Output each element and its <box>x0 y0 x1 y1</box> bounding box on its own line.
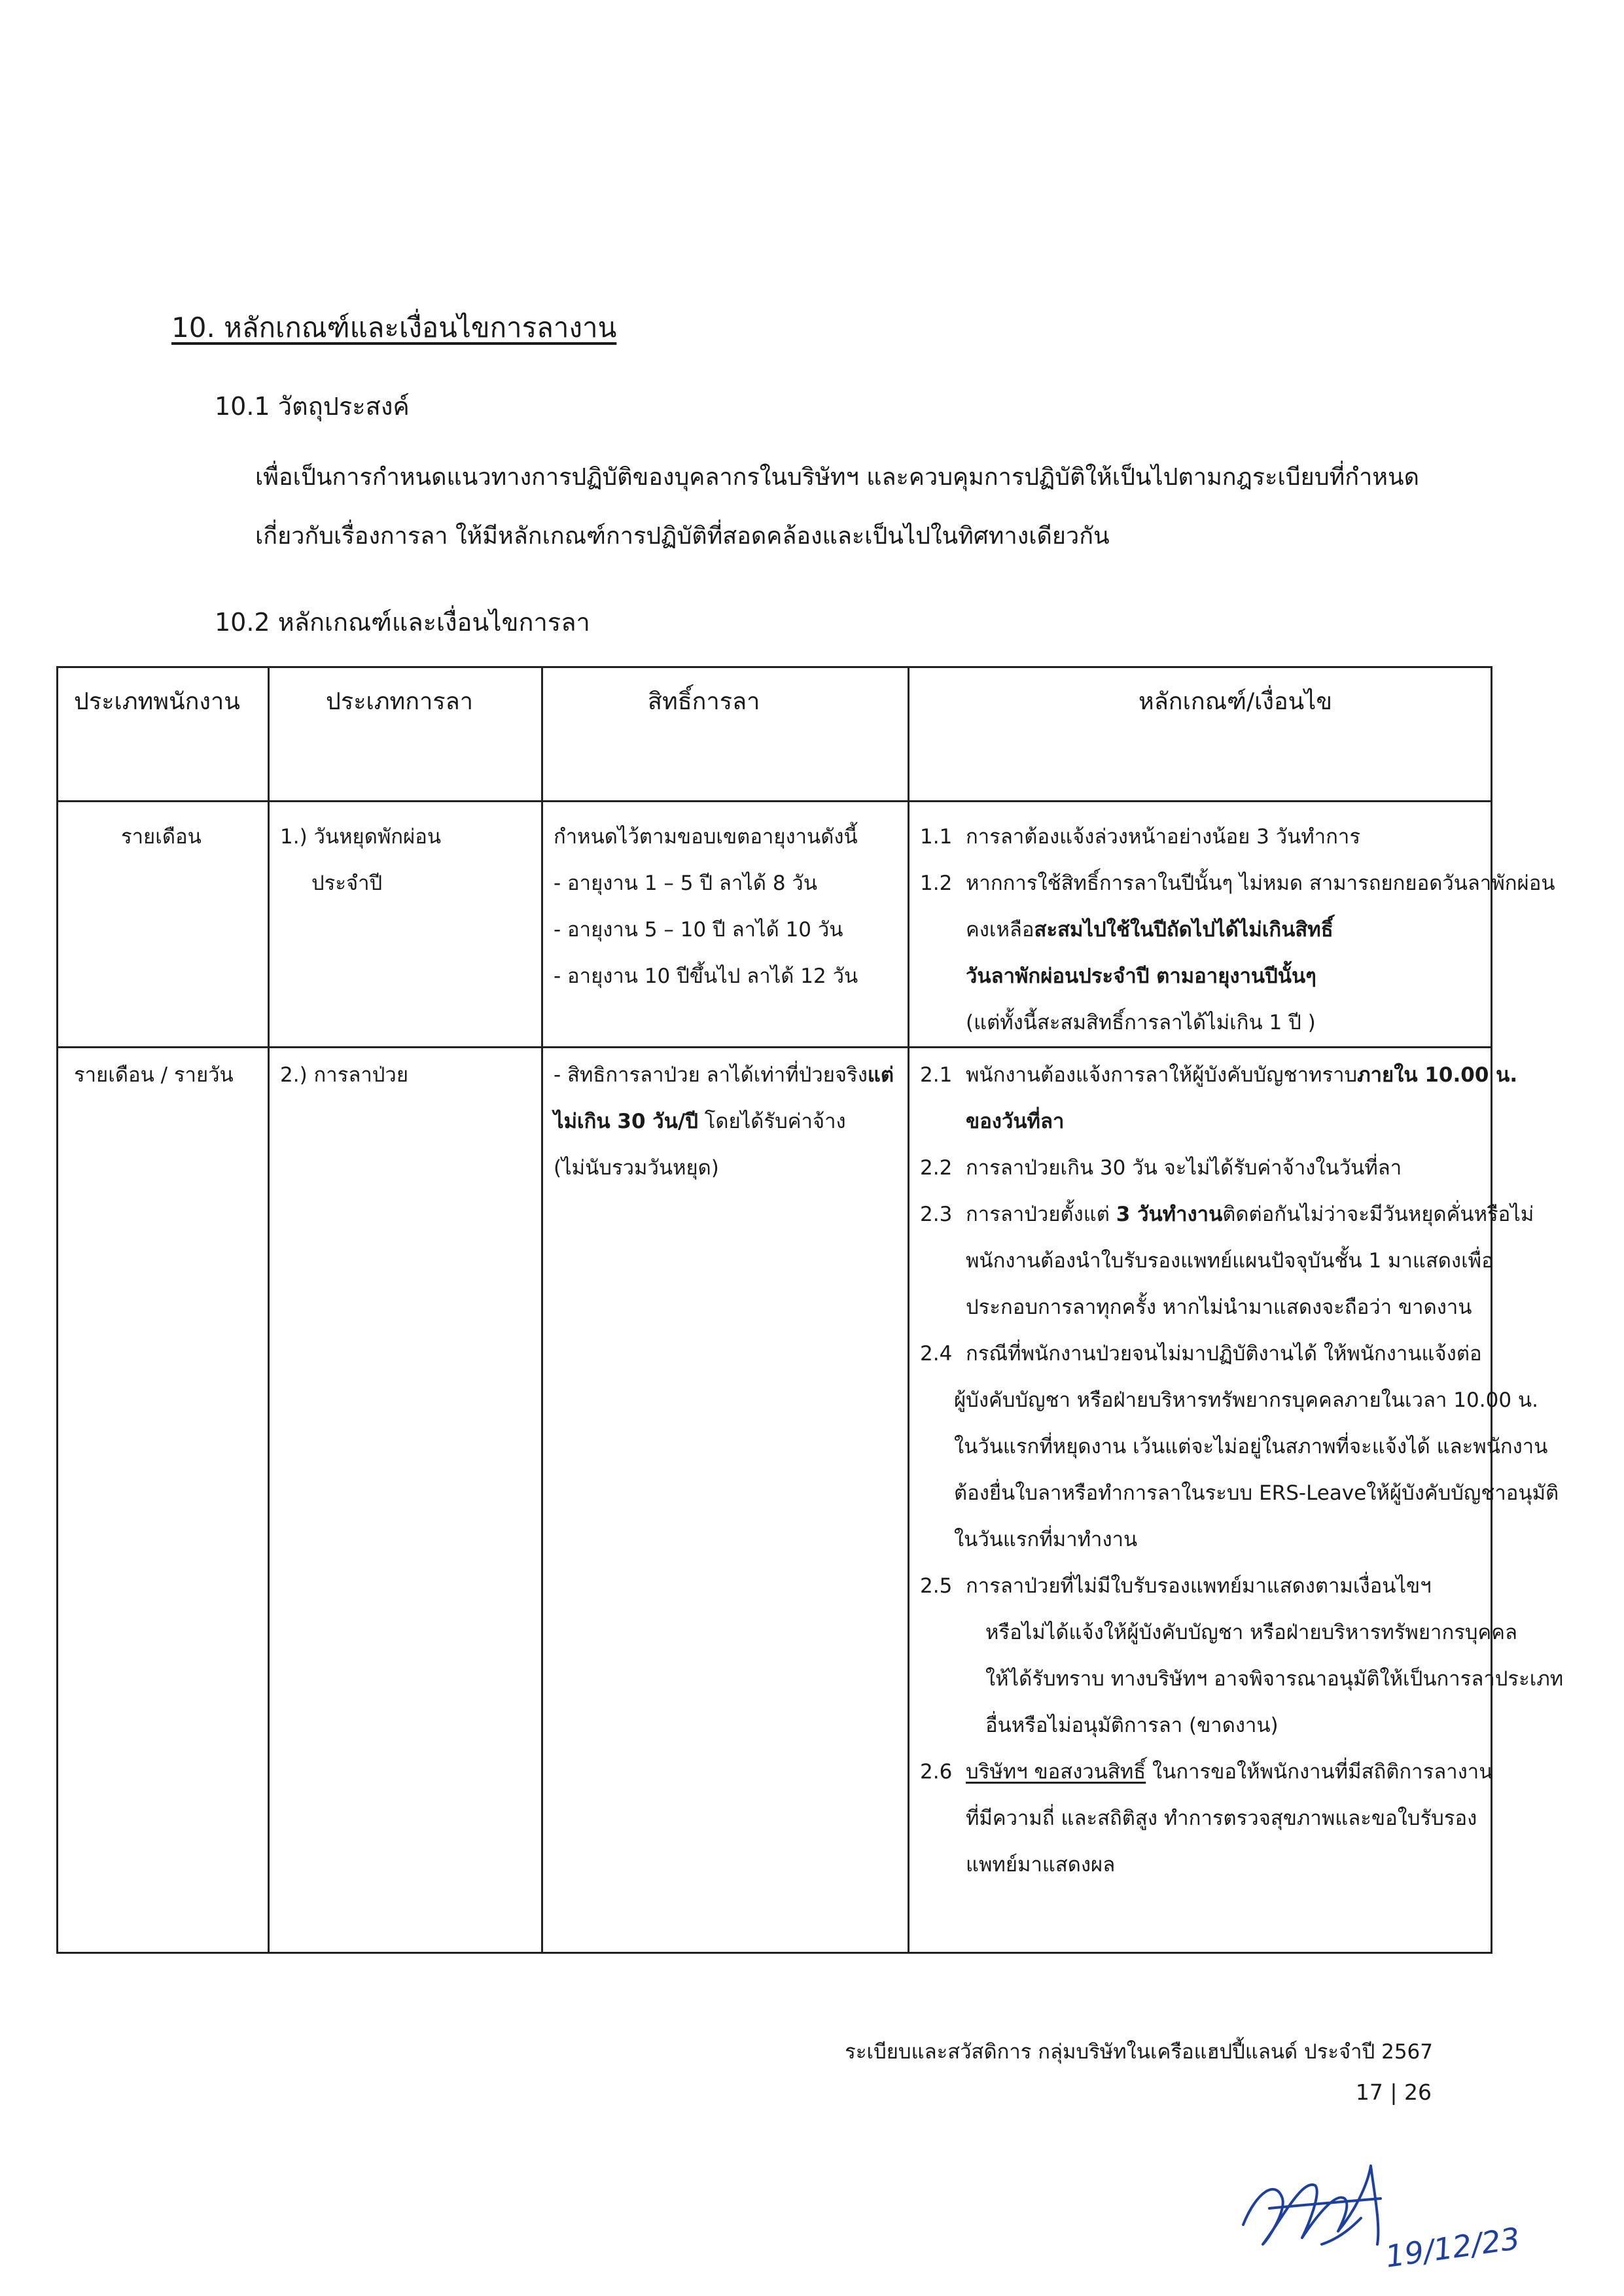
criteria-1-2-text-2b: สะสมไปใช้ในปีถัดไปได้ไม่เกินสิทธิ์ <box>1034 918 1333 942</box>
row1-leave-type-line-2: ประจำปี <box>311 872 383 895</box>
row2-rights-cell <box>542 1048 909 1953</box>
criteria-2-4-line-1 <box>920 1331 1491 1377</box>
criteria-2-4-line-5: ในวันแรกที่มาทำงาน <box>954 1528 1138 1551</box>
criteria-1-2-text-1: หากการใช้สิทธิ์การลาในปีนั้นๆ ไม่หมด สามารถยกยอดวันลาพักผ่อน <box>966 872 1555 895</box>
criteria-1-2-text-2a: คงเหลือ <box>966 918 1034 942</box>
handwritten-signature <box>1230 2140 1518 2280</box>
table-row <box>58 1048 1492 1953</box>
row2-rights-line-2 <box>554 1099 908 1145</box>
row2-criteria-cell <box>909 1048 1564 1953</box>
criteria-2-5-text-1: การลาป่วยที่ไม่มีใบรับรองแพทย์มาแสดงตามเงื่อนไขฯ <box>966 1574 1432 1598</box>
criteria-2-5-number: 2.5 <box>920 1574 953 1598</box>
row2-rights-line-3: (ไม่นับรวมวันหยุด) <box>554 1156 719 1180</box>
criteria-2-1-text-1a: พนักงานต้องแจ้งการลาให้ผู้บังคับบัญชาทราบ <box>966 1063 1358 1087</box>
criteria-1-2-line-2 <box>920 907 1491 953</box>
row1-employee-type: รายเดือน <box>121 825 202 849</box>
header-leave-rights: สิทธิ์การลา <box>542 667 909 802</box>
criteria-2-6-line-2: ที่มีความถี่ และสถิติสูง ทำการตรวจสุขภาพและขอใบรับรอง <box>966 1807 1477 1830</box>
header-employee-type: ประเภทพนักงาน <box>58 667 269 802</box>
row1-rights-line-1: กำหนดไว้ตามขอบเขตอายุงานดังนี้ <box>554 825 858 849</box>
footer-text: ระเบียบและสวัสดิการ กลุ่มบริษัทในเครือแฮปปี้แลนด์ ประจำปี 2567 <box>845 2040 1433 2064</box>
criteria-2-5-line-4: อื่นหรือไม่อนุมัติการลา (ขาดงาน) <box>985 1714 1279 1737</box>
row1-criteria-cell <box>909 802 1555 1048</box>
criteria-2-1-text-1b: ภายใน 10.00 น. <box>1357 1063 1518 1087</box>
criteria-1-1 <box>920 814 1491 860</box>
criteria-2-3-line-3: ประกอบการลาทุกครั้ง หากไม่นำมาแสดงจะถือว่า ขาดงาน <box>966 1296 1472 1319</box>
criteria-2-5-line-1 <box>920 1563 1491 1610</box>
row1-rights-cell <box>542 802 909 1048</box>
row2-rights-text-2a: ไม่เกิน 30 วัน/ปี <box>554 1110 698 1133</box>
criteria-1-2-line-1 <box>920 860 1555 907</box>
criteria-2-6-text-1b: ในการขอให้พนักงานที่มีสถิติการลางาน <box>1146 1760 1493 1784</box>
criteria-2-6-line-3: แพทย์มาแสดงผล <box>966 1853 1116 1877</box>
criteria-2-6-line-1 <box>920 1749 1491 1795</box>
row2-rights-text-2b: โดยได้รับค่าจ้าง <box>697 1110 846 1133</box>
row2-leave-type: 2.) การลาป่วย <box>280 1063 409 1087</box>
row2-employee-type-cell <box>58 1048 269 1953</box>
criteria-2-6-number: 2.6 <box>920 1760 953 1784</box>
row1-rights-line-4: - อายุงาน 10 ปีขึ้นไป ลาได้ 12 วัน <box>554 964 858 988</box>
criteria-1-1-text: การลาต้องแจ้งล่วงหน้าอย่างน้อย 3 วันทำการ <box>966 825 1360 849</box>
section-title: 10. หลักเกณฑ์และเงื่อนไขการลางาน <box>171 311 617 344</box>
table-row <box>58 802 1492 1048</box>
criteria-2-3-line-2: พนักงานต้องนำใบรับรองแพทย์แผนปัจจุบันชั้น 1 มาแสดงเพื่อ <box>966 1249 1494 1273</box>
criteria-2-1-line-1 <box>920 1052 1518 1099</box>
subsection-purpose-title: 10.1 วัตถุประสงค์ <box>215 392 410 421</box>
criteria-2-2-text: การลาป่วยเกิน 30 วัน จะไม่ได้รับค่าจ้างในวันที่ลา <box>966 1156 1402 1180</box>
row2-employee-type: รายเดือน / รายวัน <box>74 1063 234 1087</box>
row2-leave-type-cell <box>269 1048 542 1953</box>
row2-rights-text-1a: - สิทธิการลาป่วย ลาได้เท่าที่ป่วยจริง <box>554 1063 868 1087</box>
subsection-criteria-title: 10.2 หลักเกณฑ์และเงื่อนไขการลา <box>215 608 590 637</box>
leave-criteria-table <box>56 666 1564 1954</box>
row2-rights-line-1 <box>554 1052 908 1099</box>
row1-leave-type-line-1: 1.) วันหยุดพักผ่อน <box>280 825 442 849</box>
signature-icon <box>1230 2140 1518 2277</box>
criteria-2-5-line-3: ให้ได้รับทราบ ทางบริษัทฯ อาจพิจารณาอนุมัติให้เป็นการลาประเภท <box>985 1667 1564 1691</box>
criteria-2-4-line-3: ในวันแรกที่หยุดงาน เว้นแต่จะไม่อยู่ในสภาพที่จะแจ้งได้ และพนักงาน <box>954 1435 1548 1458</box>
criteria-2-1-number: 2.1 <box>920 1063 953 1087</box>
row1-employee-type-cell <box>58 802 269 1048</box>
criteria-2-3-line-1 <box>920 1192 1534 1238</box>
purpose-paragraph-line-1: เพื่อเป็นการกำหนดแนวทางการปฏิบัติของบุคลากรในบริษัทฯ และควบคุมการปฏิบัติให้เป็นไปตามกฎระเบียบที่กำหนด <box>255 464 1420 491</box>
criteria-1-2-line-4: (แต่ทั้งนี้สะสมสิทธิ์การลาได้ไม่เกิน 1 ปี ) <box>966 1011 1316 1034</box>
row1-rights-line-2: - อายุงาน 1 – 5 ปี ลาได้ 8 วัน <box>554 872 818 895</box>
criteria-2-3-text-1b: 3 วันทำงาน <box>1116 1203 1223 1226</box>
criteria-2-4-text-1: กรณีที่พนักงานป่วยจนไม่มาปฏิบัติงานได้ ให้พนักงานแจ้งต่อ <box>966 1342 1482 1366</box>
criteria-2-3-text-1c: ติดต่อกันไม่ว่าจะมีวันหยุดคั่นหรือไม่ <box>1222 1203 1534 1226</box>
criteria-2-3-text-1a: การลาป่วยตั้งแต่ <box>966 1203 1116 1226</box>
criteria-1-2-number: 1.2 <box>920 872 953 895</box>
criteria-2-3-number: 2.3 <box>920 1203 953 1226</box>
criteria-2-4-line-2: ผู้บังคับบัญชา หรือฝ่ายบริหารทรัพยากรบุคคลภายในเวลา 10.00 น. <box>954 1388 1538 1412</box>
signature-date: 19/12/23 <box>1383 2220 1518 2274</box>
criteria-2-2-number: 2.2 <box>920 1156 953 1180</box>
criteria-1-1-number: 1.1 <box>920 825 953 849</box>
row1-leave-type-cell <box>269 802 542 1048</box>
criteria-1-2-line-3: วันลาพักผ่อนประจำปี ตามอายุงานปีนั้นๆ <box>966 964 1316 988</box>
header-leave-type: ประเภทการลา <box>269 667 542 802</box>
header-criteria: หลักเกณฑ์/เงื่อนไข <box>909 667 1492 802</box>
criteria-2-4-line-4: ต้องยื่นใบลาหรือทำการลาในระบบ ERS-Leaveให้ผู้บังคับบัญชาอนุมัติ <box>954 1481 1559 1505</box>
criteria-2-6-text-1a: บริษัทฯ ขอสงวนสิทธิ์ <box>966 1760 1146 1784</box>
purpose-paragraph-line-2: เกี่ยวกับเรื่องการลา ให้มีหลักเกณฑ์การปฏิบัติที่สอดคล้องและเป็นไปในทิศทางเดียวกัน <box>255 523 1110 550</box>
row2-rights-text-1b: แต่ <box>867 1063 894 1087</box>
row1-rights-line-3: - อายุงาน 5 – 10 ปี ลาได้ 10 วัน <box>554 918 843 942</box>
criteria-2-4-number: 2.4 <box>920 1342 953 1366</box>
table-header-row <box>58 667 1492 802</box>
criteria-2-1-line-2: ของวันที่ลา <box>966 1110 1065 1133</box>
page-number: 17 | 26 <box>1355 2079 1432 2105</box>
criteria-2-5-line-2: หรือไม่ได้แจ้งให้ผู้บังคับบัญชา หรือฝ่ายบริหารทรัพยากรบุคคล <box>985 1621 1518 1644</box>
criteria-2-2 <box>920 1145 1491 1192</box>
